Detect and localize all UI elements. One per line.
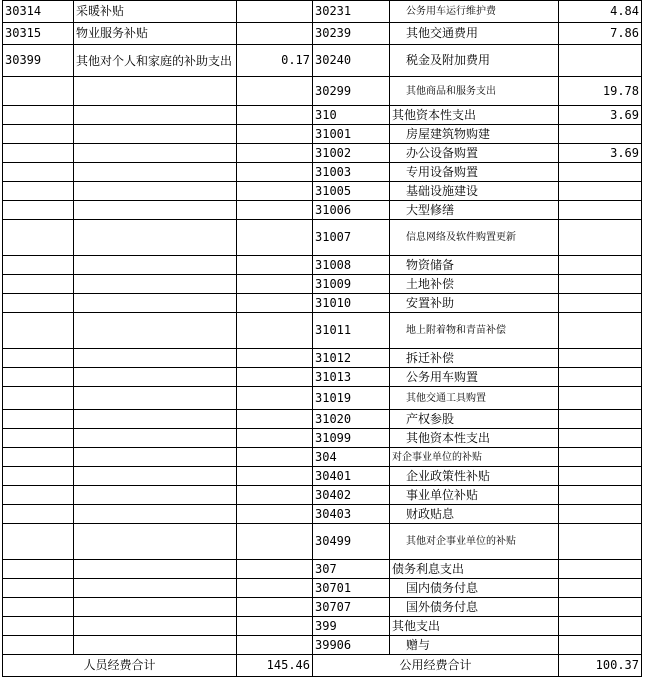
right-code-cell: 30402 (313, 486, 390, 505)
right-name-cell: 其他资本性支出 (390, 106, 559, 125)
left-code-cell: 30314 (3, 1, 74, 23)
right-code-cell: 304 (313, 448, 390, 467)
left-code-cell (3, 144, 74, 163)
left-code-cell (3, 598, 74, 617)
right-code-cell: 30499 (313, 524, 390, 560)
left-amount-cell (237, 448, 313, 467)
left-code-cell (3, 467, 74, 486)
expense-table-body (3, 1, 642, 677)
left-code-cell (3, 560, 74, 579)
left-code-cell (3, 486, 74, 505)
table-row (3, 617, 642, 636)
table-row (3, 467, 642, 486)
left-name-cell (74, 220, 237, 256)
left-amount-cell (237, 579, 313, 598)
right-name-cell: 房屋建筑物购建 (390, 125, 559, 144)
left-name-cell (74, 182, 237, 201)
right-amount-cell (559, 256, 642, 275)
right-code-cell: 310 (313, 106, 390, 125)
right-code-cell: 31006 (313, 201, 390, 220)
right-code-cell: 399 (313, 617, 390, 636)
right-name-cell: 其他商品和服务支出 (390, 77, 559, 106)
right-amount-cell (559, 636, 642, 655)
right-code-cell: 30231 (313, 1, 390, 23)
left-code-cell (3, 294, 74, 313)
right-amount-cell (559, 349, 642, 368)
table-row (3, 349, 642, 368)
left-code-cell (3, 106, 74, 125)
right-amount-cell (559, 579, 642, 598)
right-code-cell: 31011 (313, 313, 390, 349)
right-code-cell: 31002 (313, 144, 390, 163)
left-name-cell: 物业服务补贴 (74, 23, 237, 45)
left-code-cell (3, 201, 74, 220)
table-row (3, 163, 642, 182)
right-amount-cell (559, 486, 642, 505)
table-row (3, 220, 642, 256)
left-amount-cell (237, 201, 313, 220)
right-amount-cell (559, 617, 642, 636)
left-code-cell (3, 410, 74, 429)
totals-row (3, 655, 642, 677)
right-code-cell: 30240 (313, 45, 390, 77)
left-name-cell: 采暖补贴 (74, 1, 237, 23)
left-name-cell (74, 410, 237, 429)
right-name-cell: 专用设备购置 (390, 163, 559, 182)
left-name-cell: 其他对个人和家庭的补助支出 (74, 45, 237, 77)
right-name-cell: 对企事业单位的补贴 (390, 448, 559, 467)
left-amount-cell (237, 368, 313, 387)
left-amount-cell (237, 144, 313, 163)
left-code-cell (3, 505, 74, 524)
right-name-cell: 其他资本性支出 (390, 429, 559, 448)
left-code-cell (3, 429, 74, 448)
right-amount-cell: 19.78 (559, 77, 642, 106)
left-name-cell (74, 429, 237, 448)
left-name-cell (74, 77, 237, 106)
right-name-cell: 其他对企事业单位的补贴 (390, 524, 559, 560)
left-amount-cell (237, 125, 313, 144)
right-code-cell: 31013 (313, 368, 390, 387)
left-amount-cell (237, 636, 313, 655)
right-amount-cell (559, 163, 642, 182)
right-amount-cell: 7.86 (559, 23, 642, 45)
left-name-cell (74, 106, 237, 125)
left-code-cell (3, 579, 74, 598)
right-name-cell: 企业政策性补贴 (390, 467, 559, 486)
right-name-cell: 地上附着物和青苗补偿 (390, 313, 559, 349)
right-amount-cell (559, 524, 642, 560)
right-name-cell: 事业单位补贴 (390, 486, 559, 505)
right-code-cell: 39906 (313, 636, 390, 655)
left-name-cell (74, 486, 237, 505)
left-name-cell (74, 275, 237, 294)
right-code-cell: 30401 (313, 467, 390, 486)
left-amount-cell (237, 524, 313, 560)
right-amount-cell (559, 220, 642, 256)
left-amount-cell (237, 106, 313, 125)
left-code-cell (3, 368, 74, 387)
left-amount-cell (237, 220, 313, 256)
right-code-cell: 31008 (313, 256, 390, 275)
right-code-cell: 30239 (313, 23, 390, 45)
left-name-cell (74, 349, 237, 368)
right-name-cell: 大型修缮 (390, 201, 559, 220)
right-name-cell: 安置补助 (390, 294, 559, 313)
right-code-cell: 30299 (313, 77, 390, 106)
left-name-cell (74, 163, 237, 182)
right-name-cell: 公务用车购置 (390, 368, 559, 387)
table-row (3, 598, 642, 617)
left-name-cell (74, 368, 237, 387)
left-name-cell (74, 144, 237, 163)
right-amount-cell (559, 125, 642, 144)
table-row (3, 429, 642, 448)
left-name-cell (74, 125, 237, 144)
table-row (3, 505, 642, 524)
left-code-cell (3, 387, 74, 410)
left-amount-cell (237, 486, 313, 505)
left-amount-cell (237, 163, 313, 182)
table-row (3, 275, 642, 294)
left-code-cell: 30399 (3, 45, 74, 77)
right-code-cell: 31005 (313, 182, 390, 201)
left-name-cell (74, 313, 237, 349)
right-amount-cell (559, 313, 642, 349)
right-amount-cell (559, 467, 642, 486)
right-code-cell: 31010 (313, 294, 390, 313)
right-code-cell: 30403 (313, 505, 390, 524)
right-code-cell: 30707 (313, 598, 390, 617)
left-amount-cell (237, 467, 313, 486)
left-code-cell: 30315 (3, 23, 74, 45)
left-name-cell (74, 636, 237, 655)
table-row (3, 368, 642, 387)
table-row (3, 560, 642, 579)
right-amount-cell (559, 275, 642, 294)
right-name-cell: 物资储备 (390, 256, 559, 275)
left-amount-cell (237, 349, 313, 368)
right-name-cell: 国内债务付息 (390, 579, 559, 598)
left-amount-cell (237, 313, 313, 349)
right-name-cell: 拆迁补偿 (390, 349, 559, 368)
right-name-cell: 其他交通工具购置 (390, 387, 559, 410)
table-row (3, 125, 642, 144)
table-row (3, 486, 642, 505)
left-amount-cell (237, 387, 313, 410)
left-name-cell (74, 387, 237, 410)
right-name-cell: 国外债务付息 (390, 598, 559, 617)
right-amount-cell (559, 201, 642, 220)
left-name-cell (74, 617, 237, 636)
right-amount-cell (559, 182, 642, 201)
left-name-cell (74, 505, 237, 524)
left-name-cell (74, 598, 237, 617)
left-name-cell (74, 524, 237, 560)
table-row (3, 77, 642, 106)
table-row (3, 410, 642, 429)
table-row (3, 294, 642, 313)
right-amount-cell (559, 410, 642, 429)
left-name-cell (74, 579, 237, 598)
right-amount-cell (559, 45, 642, 77)
table-row (3, 144, 642, 163)
left-code-cell (3, 617, 74, 636)
left-amount-cell (237, 617, 313, 636)
left-amount-cell (237, 275, 313, 294)
right-amount-cell (559, 387, 642, 410)
public-total-amount: 100.37 (559, 655, 642, 677)
right-name-cell: 基础设施建设 (390, 182, 559, 201)
left-amount-cell (237, 410, 313, 429)
left-amount-cell (237, 598, 313, 617)
right-code-cell: 31001 (313, 125, 390, 144)
table-row (3, 636, 642, 655)
left-amount-cell (237, 1, 313, 23)
left-name-cell (74, 256, 237, 275)
left-amount-cell (237, 505, 313, 524)
table-row (3, 23, 642, 45)
left-code-cell (3, 275, 74, 294)
right-amount-cell (559, 429, 642, 448)
left-amount-cell (237, 294, 313, 313)
left-code-cell (3, 182, 74, 201)
right-code-cell: 31003 (313, 163, 390, 182)
right-code-cell: 30701 (313, 579, 390, 598)
table-row (3, 1, 642, 23)
right-amount-cell (559, 368, 642, 387)
table-row (3, 387, 642, 410)
table-row (3, 313, 642, 349)
right-name-cell: 产权参股 (390, 410, 559, 429)
table-row (3, 106, 642, 125)
left-code-cell (3, 448, 74, 467)
left-name-cell (74, 467, 237, 486)
right-amount-cell (559, 560, 642, 579)
left-code-cell (3, 349, 74, 368)
right-amount-cell (559, 294, 642, 313)
right-name-cell: 信息网络及软件购置更新 (390, 220, 559, 256)
right-code-cell: 31019 (313, 387, 390, 410)
right-amount-cell (559, 505, 642, 524)
right-name-cell: 赠与 (390, 636, 559, 655)
left-amount-cell (237, 182, 313, 201)
table-row (3, 201, 642, 220)
right-name-cell: 税金及附加费用 (390, 45, 559, 77)
right-amount-cell: 4.84 (559, 1, 642, 23)
left-code-cell (3, 125, 74, 144)
left-amount-cell: 0.17 (237, 45, 313, 77)
right-name-cell: 财政贴息 (390, 505, 559, 524)
personnel-total-amount: 145.46 (237, 655, 313, 677)
table-row (3, 182, 642, 201)
right-name-cell: 公务用车运行维护费 (390, 1, 559, 23)
right-name-cell: 债务利息支出 (390, 560, 559, 579)
left-code-cell (3, 77, 74, 106)
left-code-cell (3, 313, 74, 349)
right-amount-cell: 3.69 (559, 144, 642, 163)
table-row (3, 256, 642, 275)
left-amount-cell (237, 429, 313, 448)
right-amount-cell: 3.69 (559, 106, 642, 125)
public-total-label: 公用经费合计 (313, 655, 559, 677)
expense-table (2, 0, 642, 677)
left-amount-cell (237, 560, 313, 579)
personnel-total-label: 人员经费合计 (3, 655, 237, 677)
right-code-cell: 31012 (313, 349, 390, 368)
left-name-cell (74, 560, 237, 579)
right-name-cell: 其他支出 (390, 617, 559, 636)
table-row (3, 524, 642, 560)
left-amount-cell (237, 77, 313, 106)
left-amount-cell (237, 23, 313, 45)
left-amount-cell (237, 256, 313, 275)
left-code-cell (3, 256, 74, 275)
right-name-cell: 其他交通费用 (390, 23, 559, 45)
left-name-cell (74, 201, 237, 220)
left-code-cell (3, 636, 74, 655)
left-code-cell (3, 524, 74, 560)
table-row (3, 448, 642, 467)
right-amount-cell (559, 448, 642, 467)
right-code-cell: 31099 (313, 429, 390, 448)
right-amount-cell (559, 598, 642, 617)
left-code-cell (3, 220, 74, 256)
right-code-cell: 31007 (313, 220, 390, 256)
right-code-cell: 31009 (313, 275, 390, 294)
right-code-cell: 31020 (313, 410, 390, 429)
right-name-cell: 办公设备购置 (390, 144, 559, 163)
left-name-cell (74, 448, 237, 467)
right-code-cell: 307 (313, 560, 390, 579)
left-name-cell (74, 294, 237, 313)
table-row (3, 579, 642, 598)
right-name-cell: 土地补偿 (390, 275, 559, 294)
table-row (3, 45, 642, 77)
left-code-cell (3, 163, 74, 182)
